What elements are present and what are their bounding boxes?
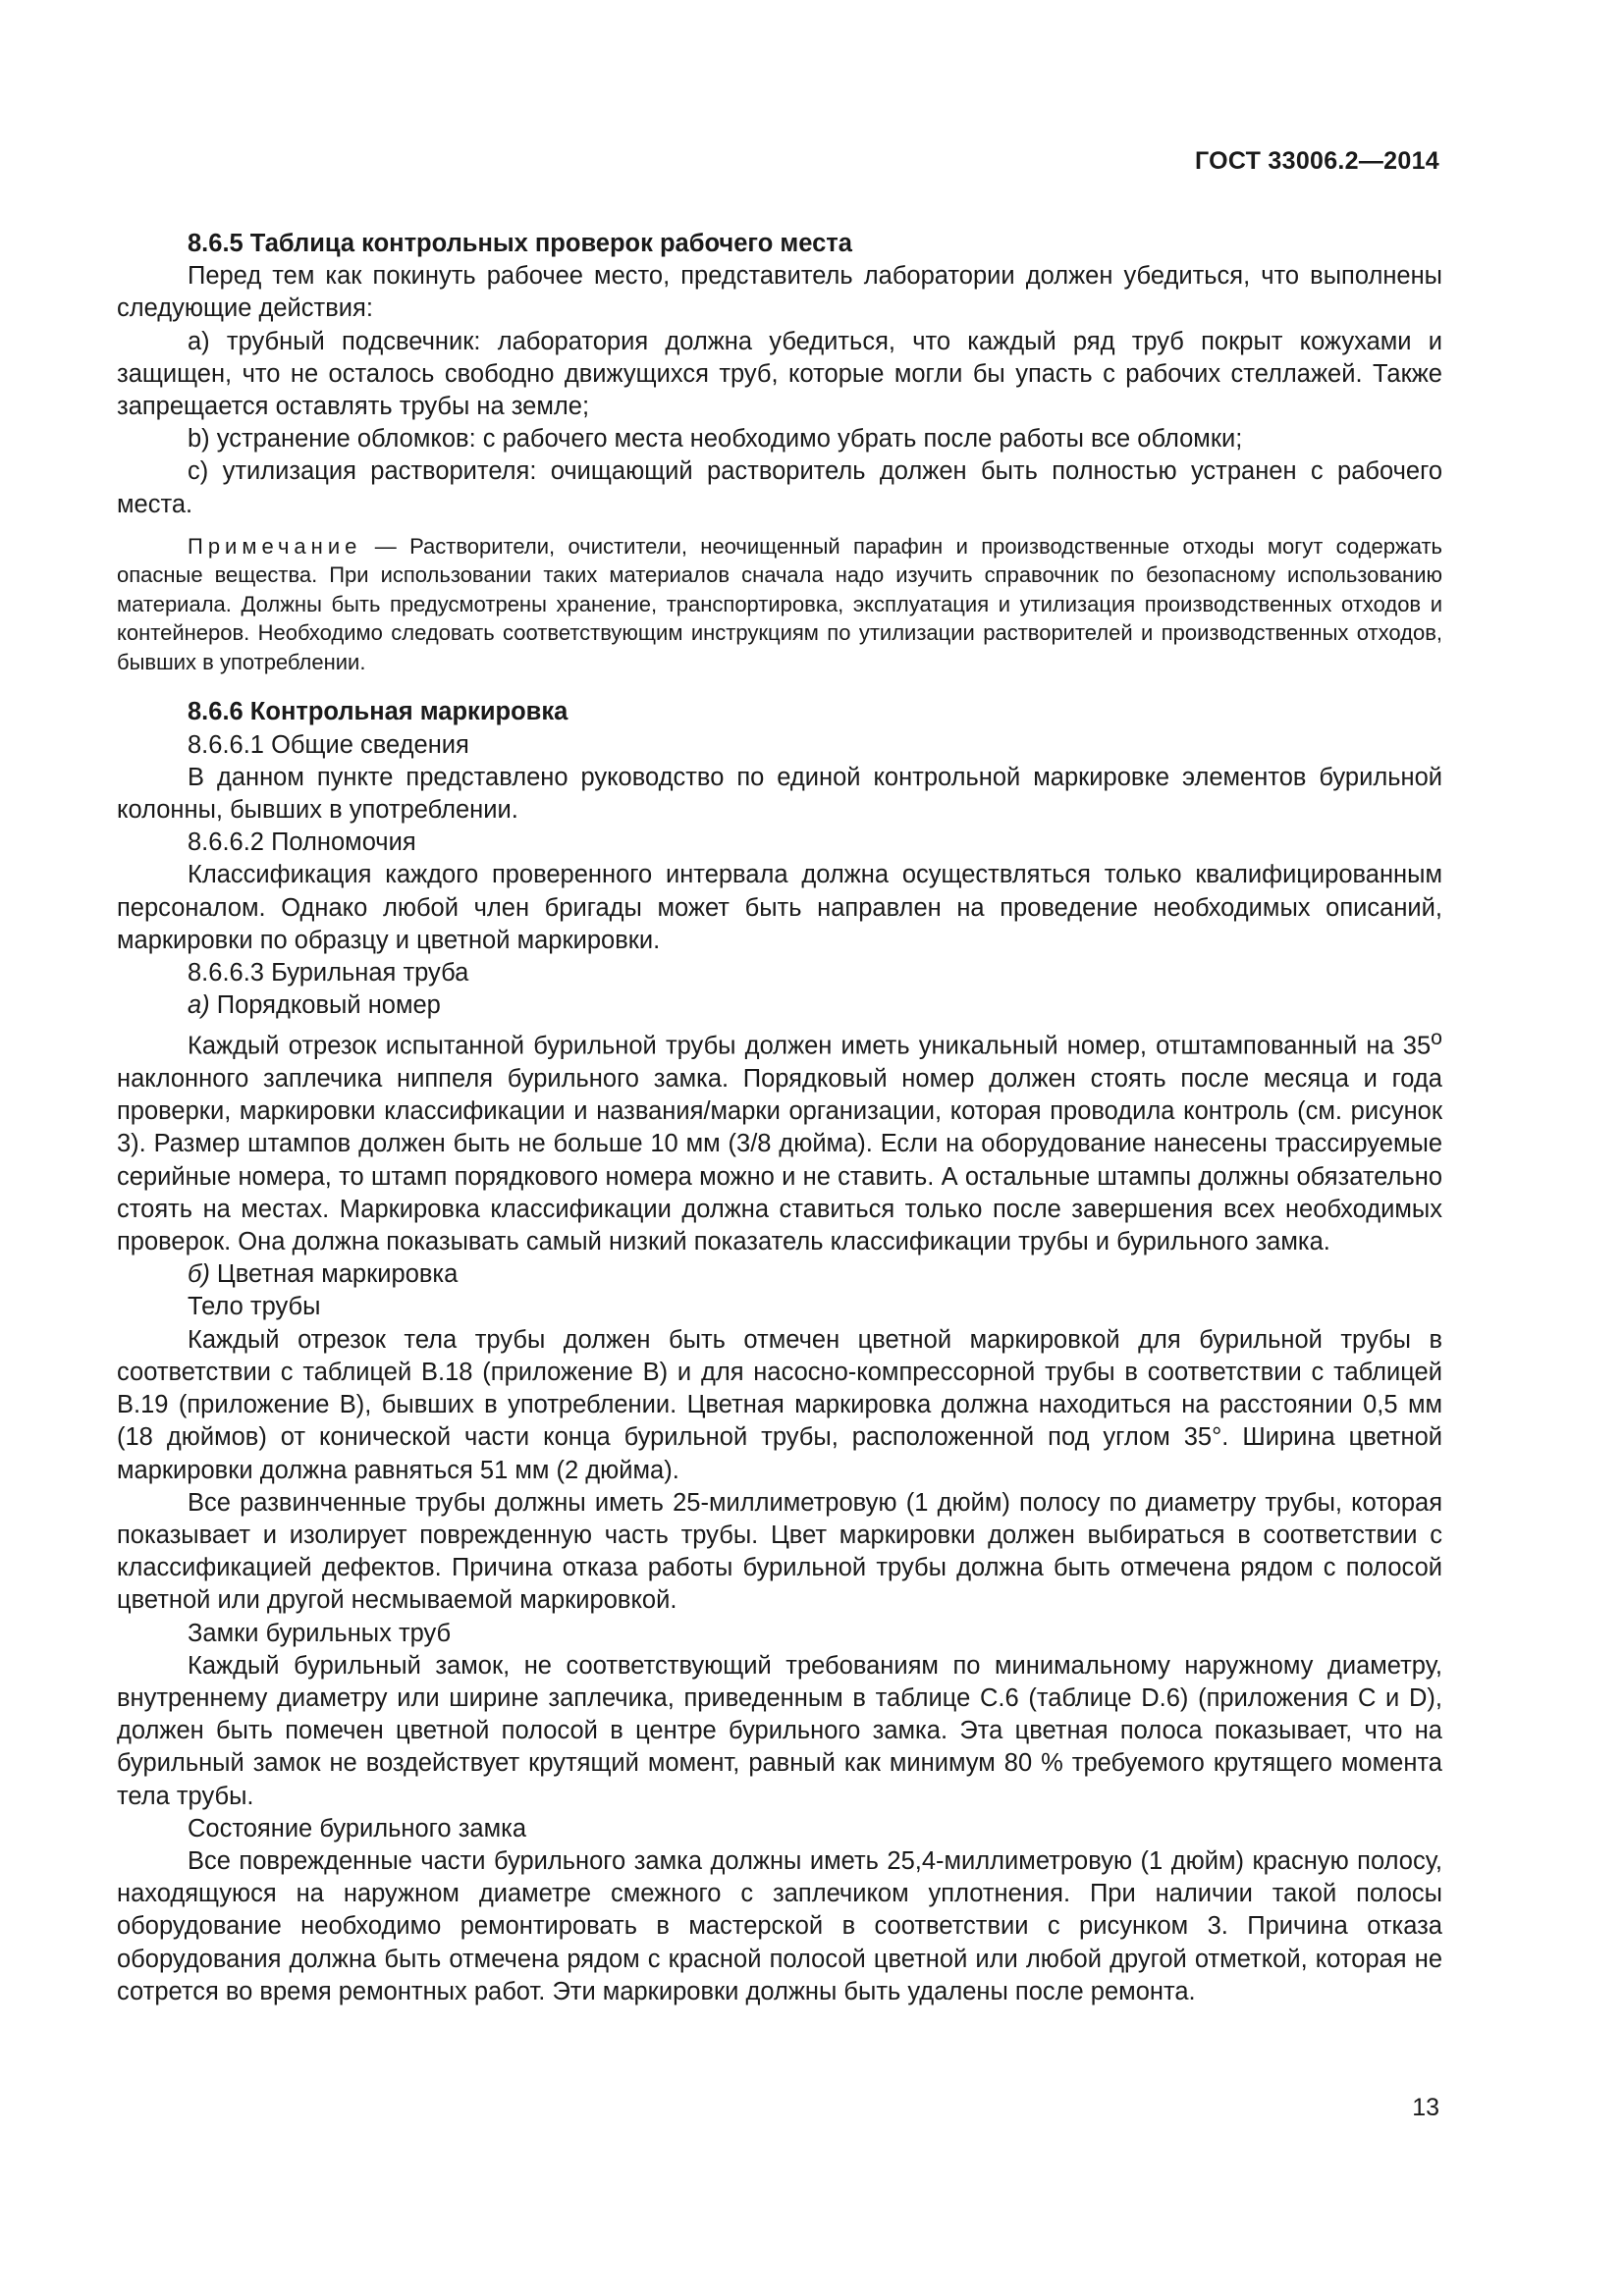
pipe-body-text-2: Все развинченные трубы должны иметь 25-миллиметровую (1 дюйм) полосу по диаметру трубы, которая показывает и изолирует поврежденную часть трубы. Цвет маркировки должен выбираться в соответствии с классификацией дефектов. Причина отказа работы бурильной трубы должна быть отмечена рядом с полосой цветной или другой несмываемой маркировкой. [117, 1488, 1442, 1615]
tool-joint-state-title: Состояние бурильного замка [188, 1814, 526, 1842]
section-8-6-5-intro: Перед тем как покинуть рабочее место, представитель лаборатории должен убедиться, что выполнены следующие действия: [117, 262, 1442, 323]
item-a-letter: а) [188, 991, 210, 1020]
item-b-heading [117, 1258, 1442, 1291]
item-a-heading [117, 989, 1442, 1022]
tool-joint-state-text: Все поврежденные части бурильного замка должны иметь 25,4-миллиметровую (1 дюйм) красную полосу, находящуюся на наружном диаметре смежного с заплечиком уплотнения. При наличии такой полосы оборудование необходимо ремонтировать в мастерской в соответствии с рисунком 3. Причина отказа оборудования должна быть отмечена рядом с красной полосой цветной или любой другой отметкой, которая не сотрется во время ремонтных работ. Эти маркировки должны быть удалены после ремонта. [117, 1846, 1442, 2005]
page-number: 13 [1412, 2094, 1439, 2121]
degree-superscript: о [1431, 1026, 1442, 1050]
item-b-letter: б) [188, 1260, 210, 1289]
subsection-8-6-6-2-text: Классификация каждого проверенного интервала должна осуществляться только квалифицированным персоналом. Однако любой член бригады может быть направлен на проведение необходимых описаний, маркировки по образцу и цветной маркировки. [117, 861, 1442, 954]
list-item-b: b) устранение обломков: с рабочего места необходимо убрать после работы все обломки; [188, 425, 1243, 454]
item-b-title: Цветная маркировка [209, 1260, 459, 1289]
item-a-title: Порядковый номер [209, 991, 441, 1020]
note-text: — Растворители, очистители, неочищенный парафин и производственные отходы могут содержать опасные вещества. При использовании таких материалов сначала надо изучить справочник по безопасному использованию материала. Должны быть предусмотрены хранение, транспортировка, эксплуатация и утилизация производственных отходов и контейнеров. Необходимо следовать соответствующим инструкциям по утилизации растворителей и производственных отходов, бывших в употреблении. [117, 533, 1442, 674]
subsection-8-6-6-3-title: 8.6.6.3 Бурильная труба [188, 958, 469, 987]
subsection-8-6-6-2-title: 8.6.6.2 Полномочия [188, 828, 416, 857]
pipe-body-text-1: Каждый отрезок тела трубы должен быть отмечен цветной маркировкой для бурильной трубы в соответствии с таблицей В.18 (приложение В) и для насосно-компрессорной трубы в соответствии с таблицей В.19 (приложение В), бывших в употреблении. Цветная маркировка должна находиться на расстоянии 0,5 мм (18 дюймов) от конической части конца бурильной трубы, расположенной под углом 35°. Ширина цветной маркировки должна равняться 51 мм (2 дюйма). [117, 1325, 1442, 1484]
section-8-6-6-title: 8.6.6 Контрольная маркировка [188, 698, 568, 726]
item-a-text-part1: Каждый отрезок испытанной бурильной трубы должен иметь уникальный номер, отштампованный на 35 [188, 1032, 1432, 1060]
note-paragraph [117, 532, 1442, 677]
list-item-a: а) трубный подсвечник: лаборатория должна убедиться, что каждый ряд труб покрыт кожухами и защищен, что не осталось свободно движущихся труб, которые могли бы упасть с рабочих стеллажей. Также запрещается оставлять трубы на земле; [117, 327, 1442, 421]
tool-joints-text: Каждый бурильный замок, не соответствующий требованиям по минимальному наружному диаметру, внутреннему диаметру или ширине заплечика, приведенным в таблице С.6 (таблице D.6) (приложения С и D), должен быть помечен цветной полосой в центре бурильного замка. Эта цветная полоса показывает, что на бурильный замок не воздействует крутящий момент, равный как минимум 80 % требуемого крутящего момента тела трубы. [117, 1651, 1442, 1810]
page-content [117, 228, 1442, 2008]
subsection-8-6-6-1-title: 8.6.6.1 Общие сведения [188, 730, 469, 759]
subsection-8-6-6-1-text: В данном пункте представлено руководство по единой контрольной маркировке элементов бурильной колонны, бывших в употреблении. [117, 763, 1442, 824]
list-item-c: с) утилизация растворителя: очищающий растворитель должен быть полностью устранен с рабочего места. [117, 457, 1442, 518]
document-standard-header: ГОСТ 33006.2—2014 [1194, 147, 1439, 175]
pipe-body-title: Тело трубы [188, 1293, 321, 1321]
tool-joints-title: Замки бурильных труб [188, 1619, 452, 1647]
section-8-6-5-title: 8.6.5 Таблица контрольных проверок рабочего места [188, 230, 852, 257]
note-label: Примечание [188, 533, 362, 559]
item-a-text [117, 1022, 1442, 1258]
item-a-text-part2: наклонного заплечика ниппеля бурильного замка. Порядковый номер должен стоять после месяца и года проверки, маркировки классификации и названия/марки организации, которая проводила контроль (см. рисунок 3). Размер штампов должен быть не больше 10 мм (3/8 дюйма). Если на оборудование нанесены трассируемые серийные номера, то штамп порядкового номера можно и не ставить. А остальные штампы должны обязательно стоять на местах. Маркировка классификации должна ставиться только после завершения всех необходимых проверок. Она должна показывать самый низкий показатель классификации трубы и бурильного замка. [117, 1065, 1442, 1256]
